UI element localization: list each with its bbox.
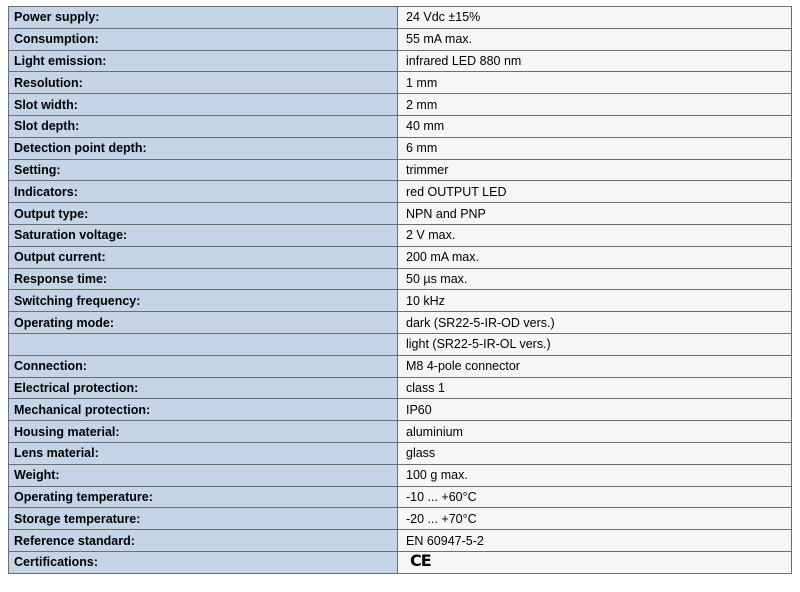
spec-label: Consumption: bbox=[9, 28, 398, 50]
spec-row-resolution bbox=[9, 72, 792, 94]
spec-label: Output current: bbox=[9, 246, 398, 268]
spec-label: Saturation voltage: bbox=[9, 224, 398, 246]
spec-label: Resolution: bbox=[9, 72, 398, 94]
spec-row-output-current bbox=[9, 246, 792, 268]
spec-label: Operating mode: bbox=[9, 312, 398, 334]
spec-value: 40 mm bbox=[398, 115, 792, 137]
spec-value: NPN and PNP bbox=[398, 203, 792, 225]
spec-row-light-emission bbox=[9, 50, 792, 72]
spec-row-switching-frequency bbox=[9, 290, 792, 312]
spec-label: Housing material: bbox=[9, 421, 398, 443]
spec-row-mechanical-protection bbox=[9, 399, 792, 421]
spec-label: Mechanical protection: bbox=[9, 399, 398, 421]
spec-row-detection-point-depth bbox=[9, 137, 792, 159]
spec-row-power-supply bbox=[9, 7, 792, 29]
spec-label: Operating temperature: bbox=[9, 486, 398, 508]
spec-label: Response time: bbox=[9, 268, 398, 290]
spec-label: Certifications: bbox=[9, 551, 398, 573]
spec-value: glass bbox=[398, 442, 792, 464]
spec-value: 200 mA max. bbox=[398, 246, 792, 268]
spec-label: Detection point depth: bbox=[9, 137, 398, 159]
spec-value: 10 kHz bbox=[398, 290, 792, 312]
spec-row-operating-mode-continued bbox=[9, 333, 792, 355]
spec-row-response-time bbox=[9, 268, 792, 290]
spec-row-output-type bbox=[9, 203, 792, 225]
spec-value: 100 g max. bbox=[398, 464, 792, 486]
spec-value: 55 mA max. bbox=[398, 28, 792, 50]
spec-value: 2 mm bbox=[398, 94, 792, 116]
spec-label: Slot width: bbox=[9, 94, 398, 116]
spec-label: Light emission: bbox=[9, 50, 398, 72]
spec-value: 2 V max. bbox=[398, 224, 792, 246]
spec-row-operating-mode bbox=[9, 312, 792, 334]
spec-value: 6 mm bbox=[398, 137, 792, 159]
spec-value: aluminium bbox=[398, 421, 792, 443]
spec-row-connection bbox=[9, 355, 792, 377]
spec-row-electrical-protection bbox=[9, 377, 792, 399]
spec-label: Reference standard: bbox=[9, 530, 398, 552]
spec-value: -10 ... +60°C bbox=[398, 486, 792, 508]
spec-value: M8 4-pole connector bbox=[398, 355, 792, 377]
spec-label: Connection: bbox=[9, 355, 398, 377]
spec-row-certifications bbox=[9, 551, 792, 573]
spec-value: IP60 bbox=[398, 399, 792, 421]
spec-value: infrared LED 880 nm bbox=[398, 50, 792, 72]
spec-value: light (SR22-5-IR-OL vers.) bbox=[398, 333, 792, 355]
spec-row-lens-material bbox=[9, 442, 792, 464]
spec-value: trimmer bbox=[398, 159, 792, 181]
spec-label: Indicators: bbox=[9, 181, 398, 203]
specifications-table bbox=[8, 6, 792, 574]
spec-value: class 1 bbox=[398, 377, 792, 399]
spec-row-storage-temperature bbox=[9, 508, 792, 530]
ce-mark-icon: CE bbox=[410, 551, 431, 571]
spec-row-consumption bbox=[9, 28, 792, 50]
spec-label bbox=[9, 333, 398, 355]
spec-row-operating-temperature bbox=[9, 486, 792, 508]
spec-value: dark (SR22-5-IR-OD vers.) bbox=[398, 312, 792, 334]
spec-value: red OUTPUT LED bbox=[398, 181, 792, 203]
spec-row-slot-width bbox=[9, 94, 792, 116]
spec-value bbox=[398, 551, 792, 573]
spec-row-setting bbox=[9, 159, 792, 181]
spec-row-slot-depth bbox=[9, 115, 792, 137]
spec-label: Storage temperature: bbox=[9, 508, 398, 530]
spec-label: Power supply: bbox=[9, 7, 398, 29]
spec-value: 24 Vdc ±15% bbox=[398, 7, 792, 29]
spec-label: Lens material: bbox=[9, 442, 398, 464]
spec-label: Weight: bbox=[9, 464, 398, 486]
spec-value: 1 mm bbox=[398, 72, 792, 94]
spec-label: Electrical protection: bbox=[9, 377, 398, 399]
spec-label: Setting: bbox=[9, 159, 398, 181]
spec-row-housing-material bbox=[9, 421, 792, 443]
spec-value: 50 µs max. bbox=[398, 268, 792, 290]
spec-label: Slot depth: bbox=[9, 115, 398, 137]
spec-row-indicators bbox=[9, 181, 792, 203]
spec-label: Switching frequency: bbox=[9, 290, 398, 312]
spec-row-weight bbox=[9, 464, 792, 486]
spec-row-reference-standard bbox=[9, 530, 792, 552]
spec-value: EN 60947-5-2 bbox=[398, 530, 792, 552]
spec-value: -20 ... +70°C bbox=[398, 508, 792, 530]
spec-row-saturation-voltage bbox=[9, 224, 792, 246]
spec-label: Output type: bbox=[9, 203, 398, 225]
